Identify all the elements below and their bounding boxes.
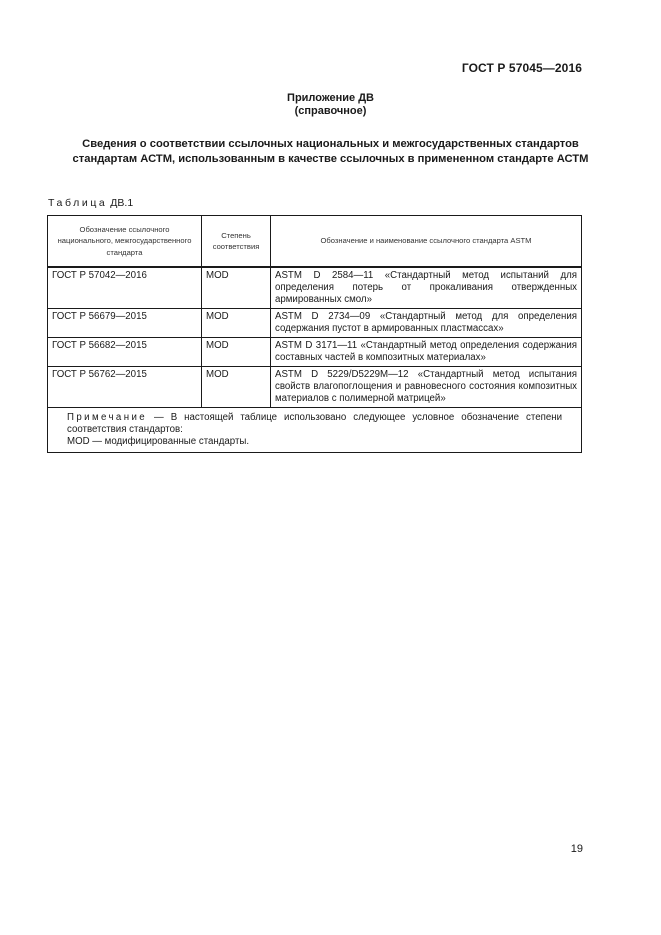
cell-degree: MOD [202,309,271,338]
note-label: Примечание [67,412,148,423]
table-note [48,408,582,453]
table-header-row [48,216,582,268]
cell-astm-standard: ASTM D 2734—09 «Стандартный метод для определения содержания пустот в армированных пластмассах» [271,309,582,338]
section-heading [40,137,621,167]
table-caption [48,197,133,209]
cell-degree: MOD [202,267,271,309]
cell-national-standard: ГОСТ Р 56762—2015 [48,367,202,408]
cell-national-standard: ГОСТ Р 56682—2015 [48,338,202,367]
cell-national-standard: ГОСТ Р 56679—2015 [48,309,202,338]
document-code: ГОСТ Р 57045—2016 [461,61,582,75]
appendix-subtitle: (справочное) [294,105,367,117]
section-heading-line-2: стандартам АСТМ, использованным в качестве ссылочных в примененном стандарте АСТМ [72,153,589,165]
table-row [48,338,582,367]
cell-degree: MOD [202,367,271,408]
note-text: — В настоящей таблице использовано следующее условное обозначение степени соответствия стандартов: [67,412,562,435]
header-national-standard: Обозначение ссылочного национального, межгосударственного стандарта [48,216,202,268]
table-note-row [48,408,582,453]
table-row [48,267,582,309]
appendix-title: Приложение ДВ [287,92,374,104]
note-definition: MOD — модифицированные стандарты. [67,436,250,447]
table-caption-number: ДВ.1 [107,197,134,209]
cell-astm-standard: ASTM D 5229/D5229M—12 «Стандартный метод испытания свойств влагопоглощения и равновесного состояния композитных материалов с полимерной матрицей» [271,367,582,408]
cell-astm-standard: ASTM D 3171—11 «Стандартный метод определения содержания составных частей в композитных материалах» [271,338,582,367]
cell-degree: MOD [202,338,271,367]
page-number: 19 [570,843,583,855]
cell-national-standard: ГОСТ Р 57042—2016 [48,267,202,309]
header-degree: Степень соответствия [202,216,271,268]
section-heading-line-1: Сведения о соответствии ссылочных национальных и межгосударственных стандартов [82,138,579,150]
table-caption-word: Таблица [48,197,108,209]
header-astm-standard: Обозначение и наименование ссылочного стандарта ASTM [271,216,582,268]
table-row [48,309,582,338]
cell-astm-standard: ASTM D 2584—11 «Стандартный метод испытаний для определения потерь от прокаливания отвержденных армированных смол» [271,267,582,309]
reference-standards-table [47,215,582,453]
table-row [48,367,582,408]
appendix-title-block [0,92,661,118]
